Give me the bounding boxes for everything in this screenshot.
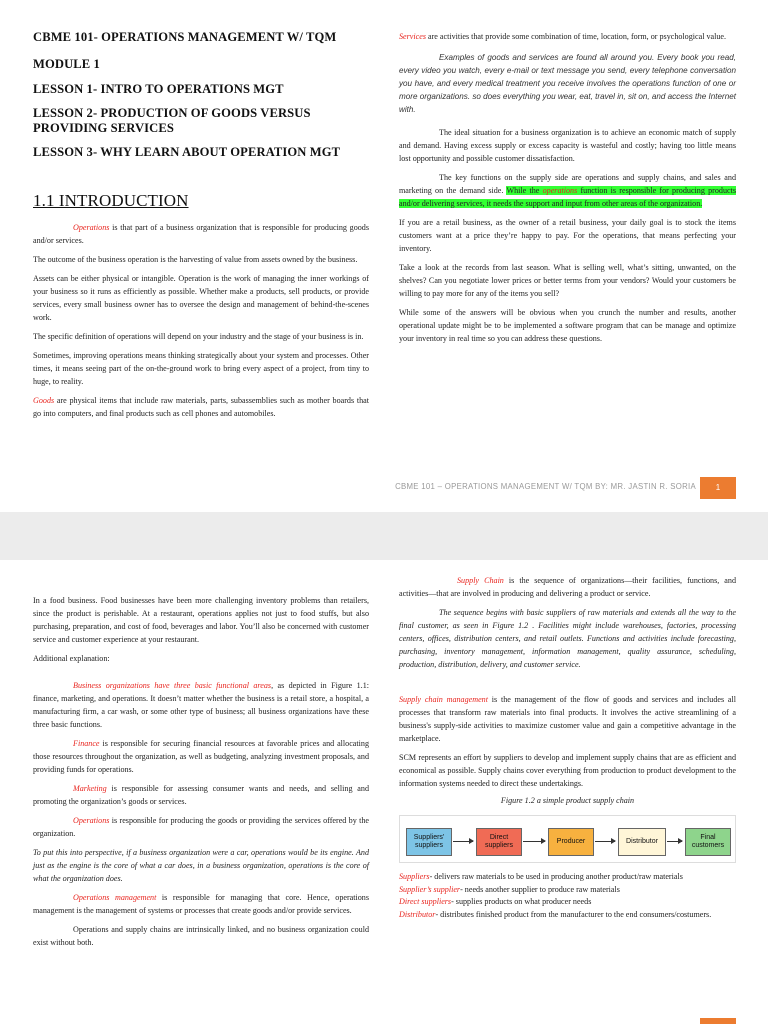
supply-chain-paragraph — [399, 574, 736, 600]
operations-term: Operations — [73, 223, 110, 232]
paragraph-assets: Assets can be either physical or intangible. Operation is the work of managing the inner workings of your business so it runs as efficiently as possible. Whether make a products, sell products, or provide services, every small business owner has to oversee the design and management of behind-the-scenes work. — [33, 274, 369, 322]
supply-chain-term: Supply Chain — [457, 576, 504, 585]
definition-distributor — [399, 909, 736, 922]
course-title: CBME 101- OPERATIONS MANAGEMENT W/ TQM — [33, 30, 337, 44]
lesson-2-title: LESSON 2- PRODUCTION OF GOODS VERSUS PROVIDING SERVICES — [33, 106, 311, 135]
finance-term: Finance — [73, 739, 100, 748]
services-def-text: are activities that provide some combination of time, location, form, or psychological value. — [425, 32, 727, 41]
operations-def-2: is responsible for producing the goods or providing the services offered by the organization. — [33, 816, 369, 838]
highlight-text-2: function is responsible for producing products and/or delivering services, it needs the support and input from other areas of the organization. — [399, 186, 736, 208]
car-analogy-paragraph: To put this into perspective, if a business organization were a car, operations would be its engine. And just as the engine is the core of what a car does, in a business organization, operations is the core of what the organization does. — [33, 848, 369, 883]
section-title-introduction: 1.1 INTRODUCTION — [33, 191, 189, 210]
page-number-badge: 1 — [700, 477, 736, 499]
box-direct-suppliers: Direct suppliers — [476, 828, 522, 856]
definition-suppliers — [399, 871, 736, 884]
ideal-situation-paragraph: The ideal situation for a business organization is to achieve an economic match of supply and demand. Having excess supply or excess capacity is wasteful and costly; having too little means lost opportunity and possible customer dissatisfaction. — [399, 128, 736, 163]
marketing-term: Marketing — [73, 784, 107, 793]
paragraph-outcome: The outcome of the business operation is the harvesting of value from assets owned by the business. — [33, 255, 358, 264]
answers-paragraph: While some of the answers will be obvious when you crunch the number and results, another operational update might be to be implemented a software program that can be manage and optimize your inventory in real time so you can address these questions. — [399, 308, 736, 343]
page-separator — [0, 512, 768, 560]
module-title: MODULE 1 — [33, 57, 100, 71]
page1-left-column — [33, 30, 369, 426]
operations-def-text: is that part of a business organization that is responsible for producing goods and/or services. — [33, 223, 369, 245]
marketing-def: is responsible for assessing consumer wants and needs, and selling and promoting the organization’s goods or services. — [33, 784, 369, 806]
box-distributor: Distributor — [618, 828, 666, 856]
business-organizations-term: Business organizations have three basic functional areas — [73, 681, 272, 690]
def-term: Direct suppliers — [399, 897, 452, 906]
footer-text: CBME 101 – OPERATIONS MANAGEMENT W/ TQM BY: MR. JASTIN R. SORIA — [395, 482, 696, 491]
box-producer: Producer — [548, 828, 594, 856]
page-footer — [370, 477, 736, 499]
linked-paragraph: Operations and supply chains are intrinsically linked, and no business organization could exist without both. — [33, 925, 369, 947]
key-functions-text: The key functions on the supply side are operations and supply chains, and sales and marketing on the demand side. — [399, 173, 736, 195]
operations-paragraph — [33, 814, 369, 840]
scm-term: Supply chain management — [399, 695, 488, 704]
definition-direct-suppliers — [399, 896, 736, 909]
page1-right-column — [399, 30, 736, 351]
marketing-paragraph — [33, 782, 369, 808]
finance-def: is responsible for securing financial resources at favorable prices and allocating those resources throughout the organization, as well as budgeting, analyzing investment proposals, and providing funds for operations. — [33, 739, 369, 774]
sequence-paragraph: The sequence begins with basic suppliers of raw materials and extends all the way to the final customer, as seen in Figure 1.2 . Facilities might include warehouses, factories, processing centers, offices, distribution centers, and retail outlets. Functions and activities include forecasting, purchasing, inventory management, information management, quality assurance, scheduling, production, distribution, delivery, and customer service. — [399, 608, 736, 669]
goods-term: Goods — [33, 396, 55, 405]
arrow-1 — [453, 841, 473, 842]
arrow-2 — [523, 841, 545, 842]
figure-caption: Figure 1.2 a simple product supply chain — [500, 796, 635, 805]
supply-chain-figure — [399, 815, 736, 863]
paragraph-improving-operations: Sometimes, improving operations means thinking strategically about your system and processes. Other times, it means seeing part of the on-the-ground work to bring every aspect of a project, from tiny to huge, to reality. — [33, 351, 369, 386]
arrow-4 — [667, 841, 682, 842]
business-organizations-def: , as depicted in Figure 1.1: finance, marketing, and operations. It doesn’t matter whether the business is a retail store, a hospital, a manufacturing firm, a car wash, or some other type of business; all business organizations have these three basic functions. — [33, 681, 369, 729]
def-term: Supplier’s supplier — [399, 884, 461, 894]
def-term: Suppliers — [399, 872, 430, 881]
page2-right-column — [399, 574, 736, 921]
finance-paragraph — [33, 737, 369, 776]
records-paragraph: Take a look at the records from last season. What is selling well, what’s sitting, unwanted, on the shelves? Can you negotiate lower prices or better terms from your vendors? Would your customers be willing to pay more for any of the items you sell? — [399, 263, 736, 298]
operations-management-term: Operations management — [73, 893, 157, 902]
def-text: - needs another supplier to produce raw materials — [460, 884, 620, 894]
paragraph-specific-definition: The specific definition of operations will depend on your industry and the stage of your business is in. — [33, 332, 364, 341]
additional-explanation-label: Additional explanation: — [33, 654, 110, 663]
highlight-operations-term: operations — [542, 186, 578, 195]
page2-left-column — [33, 594, 369, 955]
def-text: - supplies products on what producer needs — [451, 897, 592, 906]
operations-term-2: Operations — [73, 816, 110, 825]
operations-management-paragraph — [33, 891, 369, 917]
key-functions-paragraph — [399, 171, 736, 210]
operations-definition — [33, 221, 369, 247]
arrow-3 — [595, 841, 615, 842]
definition-suppliers-supplier — [399, 884, 736, 897]
food-business-paragraph: In a food business. Food businesses have been more challenging inventory problems than retailers, since the product is perishable. At a restaurant, operations applies not just to food stuffs, but also purchasing, preparation, and cost of food, beverages and labor. You’ll also be concerned with customer service and customer experience at your restaurant. — [33, 596, 369, 644]
lesson-1-title: LESSON 1- INTRO TO OPERATIONS MGT — [33, 82, 284, 96]
services-term: Services — [399, 32, 426, 41]
scm-effort-paragraph: SCM represents an effort by suppliers to develop and implement supply chains that are as efficient and economical as possible. Supply chains cover everything from production to product development to the information systems needed to direct these undertakings. — [399, 753, 736, 788]
examples-paragraph: Examples of goods and services are found all around you. Every book you read, every video you watch, every e-mail or text message you send, every telephone conversation you have, and every medical treatment you receive involves the operations function of one or more organizations. so does everything you wear, eat, travel in, sit on, and access the Internet with. — [399, 53, 736, 114]
business-organizations-paragraph — [33, 679, 369, 731]
page-2-number-badge — [700, 1018, 736, 1024]
scm-paragraph — [399, 693, 736, 745]
page-2 — [0, 560, 768, 1024]
highlight-text-1: While the — [506, 186, 543, 195]
lesson-3-title: LESSON 3- WHY LEARN ABOUT OPERATION MGT — [33, 145, 341, 159]
services-definition — [399, 30, 736, 43]
def-text: - delivers raw materials to be used in producing another product/raw materials — [429, 872, 683, 881]
def-term: Distributor — [399, 909, 436, 919]
box-suppliers-suppliers: Suppliers' suppliers — [406, 828, 452, 856]
scm-def: is the management of the flow of goods and services and includes all processes that transform raw materials into final products. It involves the active streamlining of a business's supply-side activities to maximize customer value and gain a competitive advantage in the marketplace. — [399, 695, 736, 743]
supply-chain-def: is the sequence of organizations—their facilities, functions, and activities—that are involved in producing and delivering a product or service. — [399, 576, 736, 598]
retail-paragraph: If you are a retail business, as the owner of a retail business, your daily goal is to stock the items customers want at a price they’re happy to pay. For the operations, that means perfecting your inventory. — [399, 218, 736, 253]
operations-management-def: is responsible for managing that core. Hence, operations management is the management of systems or processes that create goods and/or provide services. — [33, 893, 369, 915]
goods-def-text: are physical items that include raw materials, parts, subassemblies such as mother boards that go into computers, and final products such as cell phones and automobiles. — [33, 396, 369, 418]
def-text: - distributes finished product from the manufacturer to the end consumers/costumers. — [435, 909, 712, 919]
box-final-customers: Final customers — [685, 828, 731, 856]
goods-definition — [33, 394, 369, 420]
